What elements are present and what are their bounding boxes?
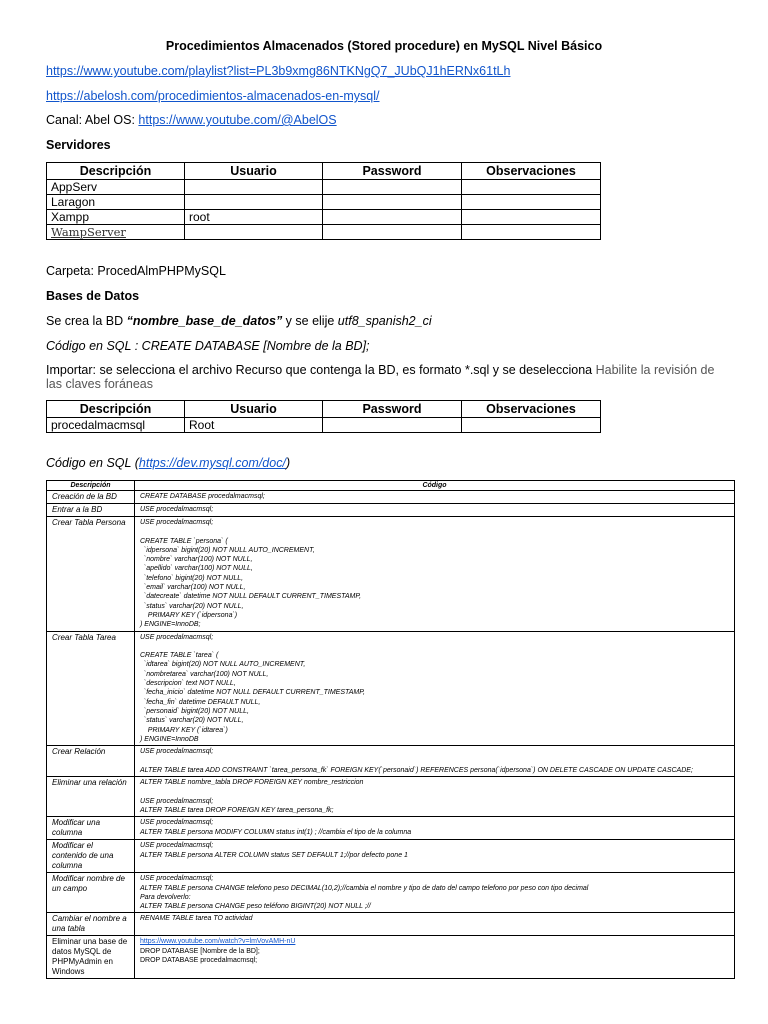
server-name: WampServer bbox=[47, 225, 185, 240]
db-table-header bbox=[47, 401, 601, 418]
table-row bbox=[47, 631, 735, 746]
server-name: Laragon bbox=[47, 195, 185, 210]
servers-table bbox=[46, 162, 601, 240]
codigo-sql-line: Código en SQL : CREATE DATABASE [Nombre de la BD]; bbox=[46, 339, 370, 353]
header-descripcion: Descripción bbox=[47, 163, 185, 180]
table-row bbox=[47, 210, 601, 225]
header-descripcion: Descripción bbox=[47, 481, 135, 491]
article-link-line bbox=[46, 89, 380, 103]
row-code: USE procedalmacmsql; ALTER TABLE persona ALTER COLUMN status SET DEFAULT 1;//por defecto pone 1 bbox=[135, 840, 735, 873]
header-password: Password bbox=[323, 401, 462, 418]
row-description: Modificar una columna bbox=[47, 817, 135, 840]
crea-bd-name: “nombre_base_de_datos” bbox=[126, 314, 283, 328]
mysql-doc-link[interactable]: https://dev.mysql.com/doc/ bbox=[138, 456, 286, 470]
canal-label: Canal: Abel OS: bbox=[46, 113, 139, 127]
db-table bbox=[46, 400, 601, 433]
server-notes bbox=[462, 225, 601, 240]
canal-line bbox=[46, 113, 337, 127]
importar-main: Importar: se selecciona el archivo Recurso que contenga la BD, es formato *.sql y se deselecciona bbox=[46, 363, 596, 377]
server-notes bbox=[462, 180, 601, 195]
importar-gray-1: Habilite la revisión de bbox=[595, 363, 715, 377]
db-user: Root bbox=[185, 418, 323, 433]
canal-link[interactable]: https://www.youtube.com/@AbelOS bbox=[138, 113, 337, 127]
codigo-sql-ref-suffix: ) bbox=[285, 456, 291, 470]
table-row bbox=[47, 746, 735, 777]
crea-bd-line bbox=[46, 314, 432, 328]
server-password bbox=[323, 195, 462, 210]
header-observaciones: Observaciones bbox=[462, 163, 601, 180]
header-observaciones: Observaciones bbox=[462, 401, 601, 418]
code-table-header bbox=[47, 481, 735, 491]
servers-table-header bbox=[47, 163, 601, 180]
db-notes bbox=[462, 418, 601, 433]
table-row bbox=[47, 840, 735, 873]
importar-line bbox=[46, 363, 714, 377]
crea-bd-prefix: Se crea la BD bbox=[46, 314, 127, 328]
article-link[interactable]: https://abelosh.com/procedimientos-almacenados-en-mysql/ bbox=[46, 89, 380, 103]
row-description: Eliminar una base de datos MySQL de PHPMyAdmin en Windows bbox=[47, 936, 135, 979]
crea-bd-collation: utf8_spanish2_ci bbox=[337, 314, 432, 328]
header-usuario: Usuario bbox=[185, 163, 323, 180]
table-row bbox=[47, 180, 601, 195]
row-code: USE procedalmacmsql; CREATE TABLE `tarea` ( `idtarea` bigint(20) NOT NULL AUTO_INCREMENT, `nombretarea` varchar(100) NOT NULL, `descripcion` text NOT NULL, `fecha_inicio` datetime NOT NULL DEFAULT CURRENT_TIMESTAMP, `fecha_fin` datetime DEFAULT NULL, `personaid` bigint(20) NOT NULL, `status` varchar(20) NOT NULL, PRIMARY KEY (`idtarea`) ) ENGINE=InnoDB bbox=[135, 631, 735, 746]
server-user bbox=[185, 195, 323, 210]
bases-heading: Bases de Datos bbox=[46, 289, 140, 303]
table-row bbox=[47, 913, 735, 936]
db-password bbox=[323, 418, 462, 433]
row-code-cell bbox=[135, 936, 735, 979]
servidores-heading: Servidores bbox=[46, 138, 111, 152]
youtube-video-link[interactable]: https://www.youtube.com/watch?v=lmVovAMH-nU bbox=[140, 938, 296, 946]
row-code: RENAME TABLE tarea TO actividad bbox=[135, 913, 735, 936]
server-user bbox=[185, 225, 323, 240]
row-code: USE procedalmacmsql; bbox=[135, 504, 735, 517]
server-user: root bbox=[185, 210, 323, 225]
row-description: Crear Tabla Persona bbox=[47, 517, 135, 632]
importar-gray-2: las claves foráneas bbox=[46, 377, 154, 391]
row-description: Modificar nombre de un campo bbox=[47, 873, 135, 913]
row-code: USE procedalmacmsql; ALTER TABLE persona CHANGE telefono peso DECIMAL(10,2);//cambia el nombre y tipo de dato del campo telefono por peso con tipo decimal Para devolverlo: ALTER TABLE persona CHANGE peso teléfono BIGINT(20) NOT NULL ;// bbox=[135, 873, 735, 913]
header-usuario: Usuario bbox=[185, 401, 323, 418]
row-description: Crear Tabla Tarea bbox=[47, 631, 135, 746]
row-description: Eliminar una relación bbox=[47, 777, 135, 817]
server-name: AppServ bbox=[47, 180, 185, 195]
row-code: DROP DATABASE [Nombre de la BD]; DROP DATABASE procedalmacmsql; bbox=[140, 947, 260, 964]
server-password bbox=[323, 225, 462, 240]
codigo-sql-ref-line bbox=[46, 456, 290, 470]
server-notes bbox=[462, 210, 601, 225]
row-code: CREATE DATABASE procedalmacmsql; bbox=[135, 491, 735, 504]
table-row bbox=[47, 873, 735, 913]
server-name: Xampp bbox=[47, 210, 185, 225]
row-description: Cambiar el nombre a una tabla bbox=[47, 913, 135, 936]
server-password bbox=[323, 180, 462, 195]
db-name: procedalmacmsql bbox=[47, 418, 185, 433]
row-description: Creación de la BD bbox=[47, 491, 135, 504]
page-title: Procedimientos Almacenados (Stored procedure) en MySQL Nivel Básico bbox=[165, 39, 603, 53]
server-password bbox=[323, 210, 462, 225]
row-description: Crear Relación bbox=[47, 746, 135, 777]
table-row bbox=[47, 517, 735, 632]
header-codigo: Código bbox=[135, 481, 735, 491]
table-row bbox=[47, 504, 735, 517]
table-row bbox=[47, 225, 601, 240]
row-code: ALTER TABLE nombre_tabla DROP FOREIGN KEY nombre_restriccion USE procedalmacmsql; ALTER TABLE tarea DROP FOREIGN KEY tarea_persona_fk; bbox=[135, 777, 735, 817]
table-row bbox=[47, 817, 735, 840]
table-row bbox=[47, 936, 735, 979]
row-description: Modificar el contenido de una columna bbox=[47, 840, 135, 873]
header-password: Password bbox=[323, 163, 462, 180]
row-code: USE procedalmacmsql; ALTER TABLE tarea ADD CONSTRAINT `tarea_persona_fk` FOREIGN KEY(`personaid`) REFERENCES persona(`idpersona`) ON DELETE CASCADE ON UPDATE CASCADE; bbox=[135, 746, 735, 777]
playlist-link-line bbox=[46, 64, 510, 78]
codigo-sql-ref-prefix: Código en SQL ( bbox=[46, 456, 139, 470]
header-descripcion: Descripción bbox=[47, 401, 185, 418]
table-row bbox=[47, 777, 735, 817]
row-description: Entrar a la BD bbox=[47, 504, 135, 517]
playlist-link[interactable]: https://www.youtube.com/playlist?list=PL3b9xmg86NTKNgQ7_JUbQJ1hERNx61tLh bbox=[46, 64, 511, 78]
crea-bd-middle: y se elije bbox=[282, 314, 338, 328]
row-code: USE procedalmacmsql; CREATE TABLE `persona` ( `idpersona` bigint(20) NOT NULL AUTO_INCREMENT, `nombre` varchar(100) NOT NULL, `apellido` varchar(100) NOT NULL, `telefono` bigint(20) NOT NULL, `email` varchar(100) NOT NULL, `datecreate` datetime NOT NULL DEFAULT CURRENT_TIMESTAMP, `status` varchar(20) NOT NULL, PRIMARY KEY (`idpersona`) ) ENGINE=InnoDB; bbox=[135, 517, 735, 632]
table-row bbox=[47, 195, 601, 210]
carpeta-line: Carpeta: ProcedAlmPHPMySQL bbox=[46, 264, 226, 278]
server-notes bbox=[462, 195, 601, 210]
table-row bbox=[47, 418, 601, 433]
table-row bbox=[47, 491, 735, 504]
row-code: USE procedalmacmsql; ALTER TABLE persona MODIFY COLUMN status int(1) ; //cambia el tipo de la columna bbox=[135, 817, 735, 840]
server-user bbox=[185, 180, 323, 195]
code-table bbox=[46, 480, 735, 979]
